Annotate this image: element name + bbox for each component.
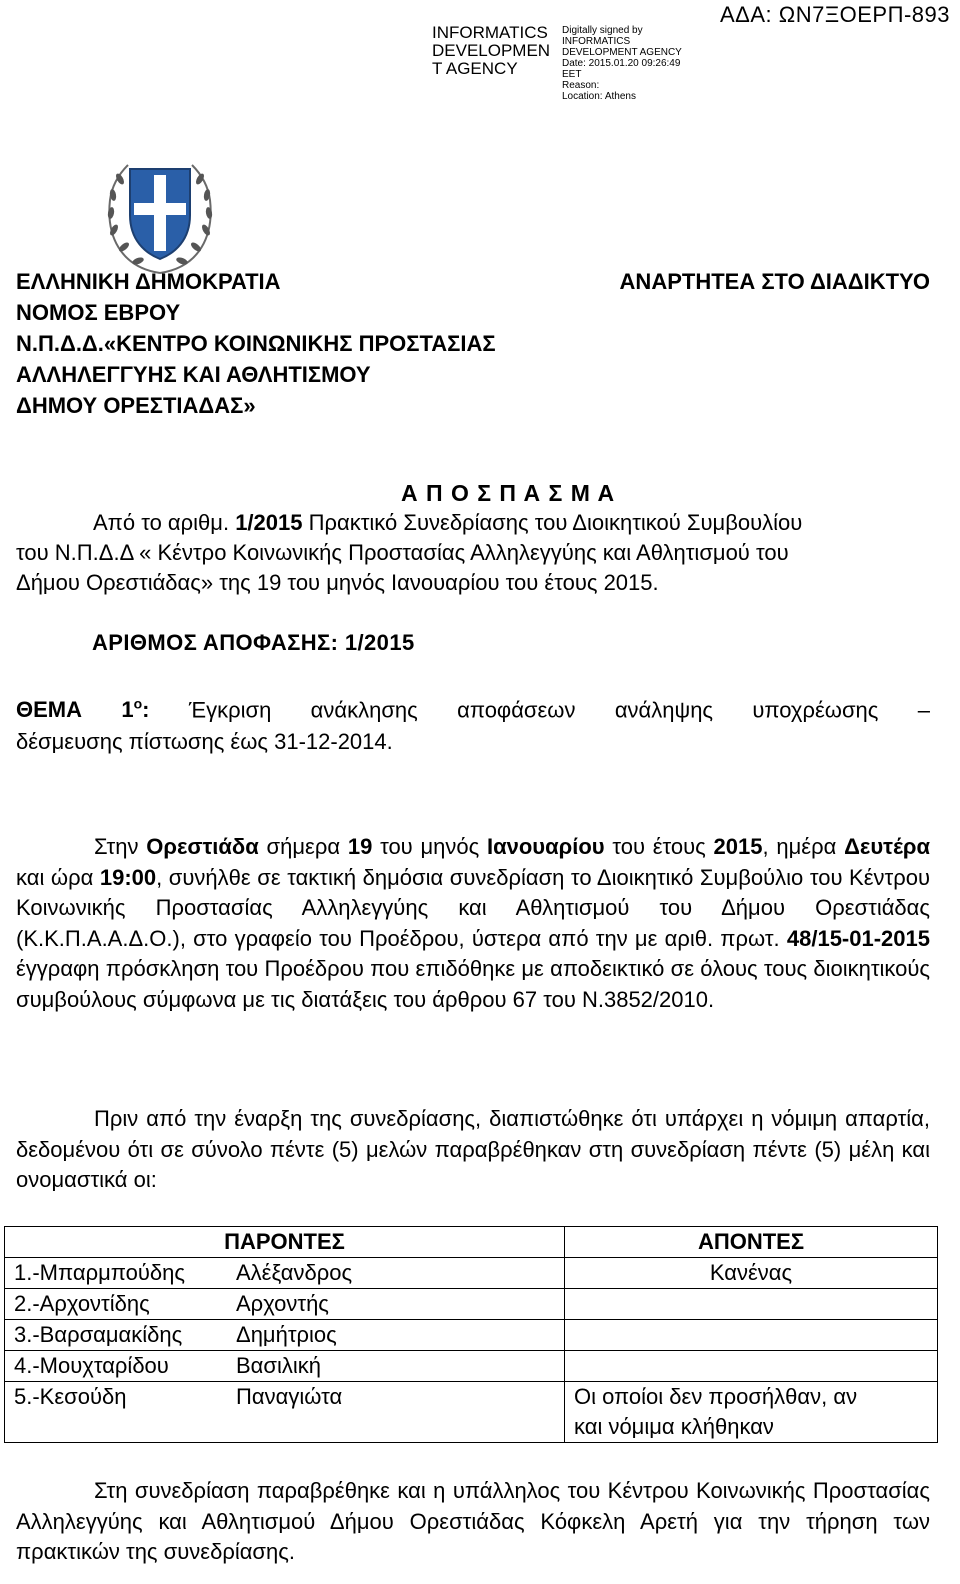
issuer-line: ΕΛΛΗΝΙΚΗ ΔΗΜΟΚΡΑΤΙΑ (16, 269, 281, 294)
absent-cell-empty (565, 1351, 938, 1382)
topic (16, 688, 930, 758)
city: Ορεστιάδα (146, 834, 259, 859)
absent-header: ΑΠΟΝΤΕΣ (565, 1227, 938, 1258)
absent-cell: Κανένας (565, 1258, 938, 1289)
member-surname: 2.-Αρχοντίδης (14, 1291, 150, 1316)
excerpt-title: Α Π Ο Σ Π Α Σ Μ Α (400, 480, 616, 506)
text-span: , συνήλθε σε τακτική δημόσια συνεδρίαση το Διοικητικό Συμβούλιο του Κέντρου Κοινωνικής Προστασίας Αλληλεγγύης και Αθλητισμού του Δήμου Ορεστιάδας (Κ.Κ.Π.Α.Α.Δ.Ο.), στο γραφείο του Προέδρου, ύστερα από την με αριθ. πρωτ. (16, 864, 930, 951)
text-span: του έτους (604, 834, 714, 859)
table-row (5, 1320, 938, 1351)
member-surname: 1.-Μπαρμπούδης (14, 1260, 185, 1285)
member-cell (5, 1351, 565, 1382)
member-firstname: Αρχοντής (236, 1291, 329, 1316)
month: Ιανουαρίου (486, 834, 605, 859)
signature-detail-line: INFORMATICS (562, 36, 631, 47)
table-row (5, 1351, 938, 1382)
intro-line-2: του Ν.Π.Δ.Δ « Κέντρο Κοινωνικής Προστασίας Αλληλεγγύης και Αθλητισμού του (16, 540, 789, 565)
signature-detail-line: Reason: (562, 80, 600, 91)
member-firstname: Βασιλική (236, 1353, 321, 1378)
ada-code: ΑΔΑ: ΩΝ7ΞΟΕΡΠ-893 (719, 2, 950, 27)
absent-cell-empty (565, 1320, 938, 1351)
topic-label-text: ΘΕΜΑ 1 (16, 697, 134, 723)
text-span: σήμερα (258, 834, 348, 859)
text-span: Στην (94, 834, 147, 859)
table-row (5, 1382, 938, 1443)
meeting-paragraph (16, 832, 930, 1015)
publication-notice: ΑΝΑΡΤΗΤΕΑ ΣΤΟ ΔΙΑΔΙΚΤΥΟ (619, 269, 930, 294)
present-header: ΠΑΡΟΝΤΕΣ (5, 1227, 565, 1258)
topic-label (16, 697, 149, 722)
member-cell (5, 1289, 565, 1320)
member-firstname: Παναγιώτα (236, 1384, 343, 1409)
signature-org-line: T AGENCY (432, 59, 518, 78)
absence-note-line: Οι οποίοι δεν προσήλθαν, αν (574, 1384, 858, 1409)
signature-detail-line: Location: Athens (562, 91, 636, 102)
issuer-header (16, 266, 496, 421)
topic-line-2: δέσμευσης πίστωσης έως 31-12-2014. (16, 729, 393, 755)
intro-text-part: Από το αριθμ. (93, 510, 236, 535)
issuer-line: ΑΛΛΗΛΕΓΓΥΗΣ ΚΑΙ ΑΘΛΗΤΙΣΜΟΥ (16, 362, 371, 387)
member-surname: 4.-Μουχταρίδου (14, 1353, 169, 1378)
signature-detail-line: Date: 2015.01.20 09:26:49 (562, 58, 681, 69)
member-surname: 5.-Κεσούδη (14, 1384, 127, 1409)
coat-of-arms-icon (100, 155, 220, 280)
issuer-line: ΝΟΜΟΣ ΕΒΡΟΥ (16, 300, 181, 325)
intro-line-3: Δήμου Ορεστιάδας» της 19 του μηνός Ιανουαρίου του έτους 2015. (16, 570, 659, 595)
year: 2015 (713, 834, 763, 859)
minutes-number: 1/2015 (235, 510, 303, 535)
weekday: Δευτέρα (844, 834, 931, 859)
time: 19:00 (99, 864, 157, 890)
table-row (5, 1258, 938, 1289)
absence-note (565, 1382, 938, 1443)
signature-detail-line: EET (562, 69, 582, 80)
intro-text (16, 508, 940, 598)
signature-org-line: DEVELOPMEN (432, 41, 551, 60)
topic-text: Έγκριση ανάκλησης αποφάσεων ανάληψης υποχρέωσης – (188, 697, 930, 723)
absent-cell-empty (565, 1289, 938, 1320)
intro-text-part: Πρακτικό Συνεδρίασης του Διοικητικού Συμβουλίου (302, 510, 803, 535)
member-cell (5, 1258, 565, 1289)
invitation-number: 48/15-01-2015 (786, 925, 930, 951)
attendance-table (4, 1226, 938, 1443)
table-header-row (5, 1227, 938, 1258)
topic-ordinal: ο (133, 696, 143, 712)
issuer-line: ΔΗΜΟΥ ΟΡΕΣΤΙΑΔΑΣ» (16, 393, 256, 418)
table-row (5, 1289, 938, 1320)
signature-detail-line: Digitally signed by (562, 25, 643, 36)
text-span: έγγραφη πρόσκληση του Προέδρου που επιδόθηκε με αποδεικτικό σε όλους τους διοικητικούς συμβούλους σύμφωνα με τις διατάξεις του άρθρου 67 του Ν.3852/2010. (16, 956, 930, 1012)
decision-number: ΑΡΙΘΜΟΣ ΑΠΟΦΑΣΗΣ: 1/2015 (92, 630, 415, 655)
secretary-paragraph: Στη συνεδρίαση παραβρέθηκε και η υπάλληλος του Κέντρου Κοινωνικής Προστασίας Αλληλεγγύης και Αθλητισμού Δήμου Ορεστιάδας Κόφκελη Αρετή για την τήρηση των πρακτικών της συνεδρίασης. (16, 1478, 930, 1564)
quorum-paragraph: Πριν από την έναρξη της συνεδρίασης, διαπιστώθηκε ότι υπάρχει η νόμιμη απαρτία, δεδομένου ότι σε σύνολο πέντε (5) μελών παραβρέθηκαν στη συνεδρίαση πέντε (5) μέλη και ονομαστικά οι: (16, 1106, 930, 1192)
absence-note-line: και νόμιμα κλήθηκαν (574, 1414, 774, 1439)
signature-details (562, 25, 692, 102)
member-cell (5, 1320, 565, 1351)
member-cell (5, 1382, 565, 1443)
member-firstname: Δημήτριος (236, 1322, 337, 1347)
text-span: του μηνός (372, 834, 487, 859)
signature-org-line: INFORMATICS (432, 23, 548, 42)
member-firstname: Αλέξανδρος (236, 1260, 353, 1285)
issuer-line: Ν.Π.Δ.Δ.«ΚΕΝΤΡΟ ΚΟΙΝΩΝΙΚΗΣ ΠΡΟΣΤΑΣΙΑΣ (16, 331, 496, 356)
topic-colon: : (142, 697, 150, 723)
signature-detail-line: DEVELOPMENT AGENCY (562, 47, 682, 58)
text-span: , ημέρα (762, 834, 845, 859)
text-span: και ώρα (16, 864, 100, 890)
day: 19 (347, 834, 373, 859)
member-surname: 3.-Βαρσαμακίδης (14, 1322, 183, 1347)
signature-organization (432, 24, 562, 78)
topic-line-1 (16, 688, 930, 726)
intro-line-1 (16, 508, 940, 538)
